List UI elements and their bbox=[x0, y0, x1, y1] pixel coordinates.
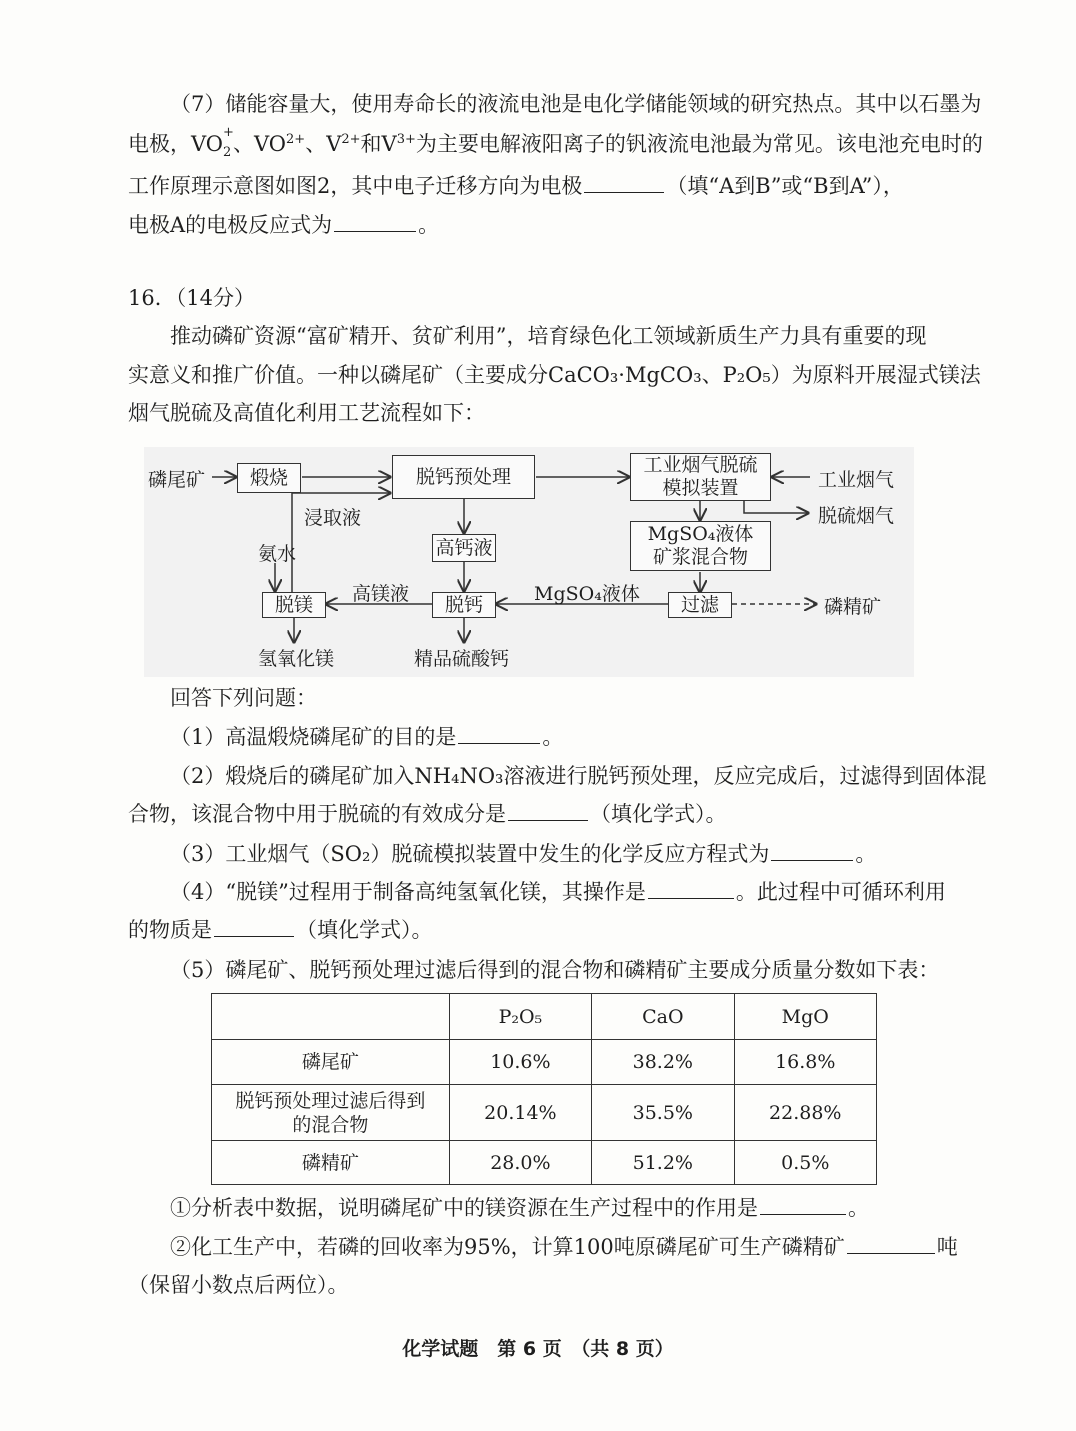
box-line: MgSO₄液体 bbox=[647, 523, 754, 545]
composition-table bbox=[211, 993, 877, 1185]
table-cell: 35.5% bbox=[592, 1085, 734, 1141]
table-row bbox=[212, 1141, 877, 1185]
table-cell: 10.6% bbox=[449, 1040, 591, 1085]
table-cell: 20.14% bbox=[449, 1085, 591, 1141]
answer-blank[interactable] bbox=[458, 723, 540, 744]
q7-text: （7）储能容量大，使用寿命长的液流电池是电化学储能领域的研究热点。其中以石墨为 bbox=[170, 92, 982, 116]
q7-text: （填“A到B”或“B到A”）， bbox=[666, 174, 904, 198]
label-phosphate-concentrate: 磷精矿 bbox=[824, 596, 882, 618]
q16-text: 合物，该混合物中用于脱硫的有效成分是 bbox=[128, 802, 506, 826]
box-decalcium: 脱钙 bbox=[432, 592, 496, 618]
label-ammonia: 氨水 bbox=[258, 543, 297, 565]
box-decalcium-pretreatment: 脱钙预处理 bbox=[392, 455, 535, 499]
label-leach-liquid: 浸取液 bbox=[304, 507, 362, 529]
table-cell: 16.8% bbox=[734, 1040, 877, 1085]
q16-text: （填化学式）。 bbox=[590, 802, 727, 826]
answer-blank[interactable] bbox=[214, 916, 294, 937]
answer-blank[interactable] bbox=[334, 211, 416, 232]
box-line: 模拟装置 bbox=[662, 477, 739, 499]
table-cell: 28.0% bbox=[449, 1141, 591, 1185]
label-desulfurized-gas: 脱硫烟气 bbox=[818, 505, 895, 527]
q16-part-2-line-1: （2）煅烧后的磷尾矿加入NH₄NO₃溶液进行脱钙预处理，反应完成后，过滤得到固体混 bbox=[170, 764, 987, 788]
q16-text: 。 bbox=[855, 842, 877, 866]
table-header-row bbox=[212, 994, 877, 1040]
q16-part-5: （5）磷尾矿、脱钙预处理过滤后得到的混合物和磷精矿主要成分质量分数如下表： bbox=[170, 958, 940, 982]
answer-blank[interactable] bbox=[508, 800, 588, 821]
q16-text: 的物质是 bbox=[128, 918, 212, 942]
q16-part-4-line-2 bbox=[128, 916, 948, 944]
label-mgso4-liquid: MgSO₄液体 bbox=[534, 583, 640, 605]
sup: 2+ bbox=[286, 132, 306, 147]
q7-line-3 bbox=[128, 172, 948, 200]
q16-text: ①分析表中数据，说明磷尾矿中的镁资源在生产过程中的作用是 bbox=[170, 1196, 758, 1220]
label-raw-ore: 磷尾矿 bbox=[148, 469, 206, 491]
q16-text: 。 bbox=[848, 1196, 869, 1220]
q16-header: 16．（14分） bbox=[128, 286, 255, 310]
sup: 3+ bbox=[396, 132, 416, 147]
q16-part-1 bbox=[170, 723, 990, 751]
q16-text: 吨 bbox=[936, 1235, 958, 1259]
box-high-calcium-liquid: 高钙液 bbox=[432, 534, 496, 562]
sup: 2+ bbox=[341, 132, 361, 147]
q7-line-4 bbox=[128, 211, 948, 239]
q16-part-5-1 bbox=[170, 1194, 990, 1222]
vo2-scripts: + 2 bbox=[223, 125, 234, 160]
label-high-magnesium-liquid: 高镁液 bbox=[352, 583, 410, 605]
table-cell: 0.5% bbox=[734, 1141, 877, 1185]
box-slurry-mixture bbox=[630, 521, 771, 571]
q7-line-2 bbox=[128, 125, 983, 160]
box-demagnesium: 脱镁 bbox=[262, 592, 326, 618]
label-magnesium-hydroxide: 氢氧化镁 bbox=[258, 648, 335, 670]
table-cell: 脱钙预处理过滤后得到的混合物 bbox=[212, 1085, 450, 1141]
box-filter: 过滤 bbox=[668, 592, 732, 618]
label-industrial-gas: 工业烟气 bbox=[818, 469, 895, 491]
answer-blank[interactable] bbox=[648, 878, 734, 899]
q7-text: 电极，VO bbox=[128, 132, 224, 156]
process-flow-diagram bbox=[144, 447, 914, 677]
box-desulfurization-device bbox=[630, 453, 771, 501]
table-header bbox=[212, 994, 450, 1040]
q16-part-3 bbox=[170, 840, 990, 868]
q16-text: ②化工生产中，若磷的回收率为95%，计算100吨原磷尾矿可生产磷精矿 bbox=[170, 1235, 845, 1259]
answer-blank[interactable] bbox=[847, 1233, 935, 1254]
q16-part-5-2-line-2: （保留小数点后两位）。 bbox=[128, 1273, 349, 1297]
answer-blank[interactable] bbox=[771, 840, 853, 861]
answer-blank[interactable] bbox=[760, 1194, 846, 1215]
q7-text: 、VO bbox=[233, 132, 287, 156]
q7-text: 和V bbox=[360, 132, 397, 156]
q16-intro-2: 实意义和推广价值。一种以磷尾矿（主要成分CaCO₃·MgCO₃、P₂O₅）为原料开展湿式镁法 bbox=[128, 363, 981, 387]
q16-intro-1: 推动磷矿资源“富矿精开、贫矿利用”，培育绿色化工领域新质生产力具有重要的现 bbox=[170, 324, 927, 348]
q7-text: 工作原理示意图如图2，其中电子迁移方向为电极 bbox=[128, 174, 583, 198]
table-cell: 38.2% bbox=[592, 1040, 734, 1085]
q16-text: （4）“脱镁”过程用于制备高纯氢氧化镁，其操作是 bbox=[170, 880, 646, 904]
q7-text: 、V bbox=[305, 132, 342, 156]
table-cell: 22.88% bbox=[734, 1085, 877, 1141]
table-cell: 磷尾矿 bbox=[212, 1040, 450, 1085]
q7-text: 。 bbox=[418, 213, 440, 237]
q7-text: 为主要电解液阳离子的钒液流电池最为常见。该电池充电时的 bbox=[415, 132, 983, 156]
q16-text: 。 bbox=[542, 725, 564, 749]
box-line: 矿浆混合物 bbox=[652, 546, 748, 568]
q16-text: （1）高温煅烧磷尾矿的目的是 bbox=[170, 725, 457, 749]
table-header: P₂O₅ bbox=[449, 994, 591, 1040]
arrow bbox=[744, 499, 808, 513]
q16-part-5-2 bbox=[170, 1233, 990, 1261]
q16-intro-3: 烟气脱硫及高值化利用工艺流程如下： bbox=[128, 401, 485, 425]
box-line: 工业烟气脱硫 bbox=[643, 454, 758, 476]
q7-line-1 bbox=[170, 90, 990, 118]
answer-prompt: 回答下列问题： bbox=[170, 686, 317, 710]
table-header: MgO bbox=[734, 994, 877, 1040]
table-row bbox=[212, 1085, 877, 1141]
table-row bbox=[212, 1040, 877, 1085]
box-calcine: 煅烧 bbox=[237, 463, 301, 493]
q16-text: 。此过程中可循环利用 bbox=[735, 880, 946, 904]
table-header: CaO bbox=[592, 994, 734, 1040]
q7-text: 电极A的电极反应式为 bbox=[128, 213, 333, 237]
page-footer: 化学试题 第 6 页 （共 8 页） bbox=[402, 1338, 674, 1360]
answer-blank[interactable] bbox=[584, 172, 664, 193]
table-cell: 磷精矿 bbox=[212, 1141, 450, 1185]
q16-text: （3）工业烟气（SO₂）脱硫模拟装置中发生的化学反应方程式为 bbox=[170, 842, 770, 866]
label-calcium-sulfate: 精品硫酸钙 bbox=[414, 648, 510, 670]
table-cell: 51.2% bbox=[592, 1141, 734, 1185]
q16-part-2-line-2 bbox=[128, 800, 948, 828]
q16-part-4-line-1 bbox=[170, 878, 990, 906]
q16-text: （填化学式）。 bbox=[296, 918, 433, 942]
